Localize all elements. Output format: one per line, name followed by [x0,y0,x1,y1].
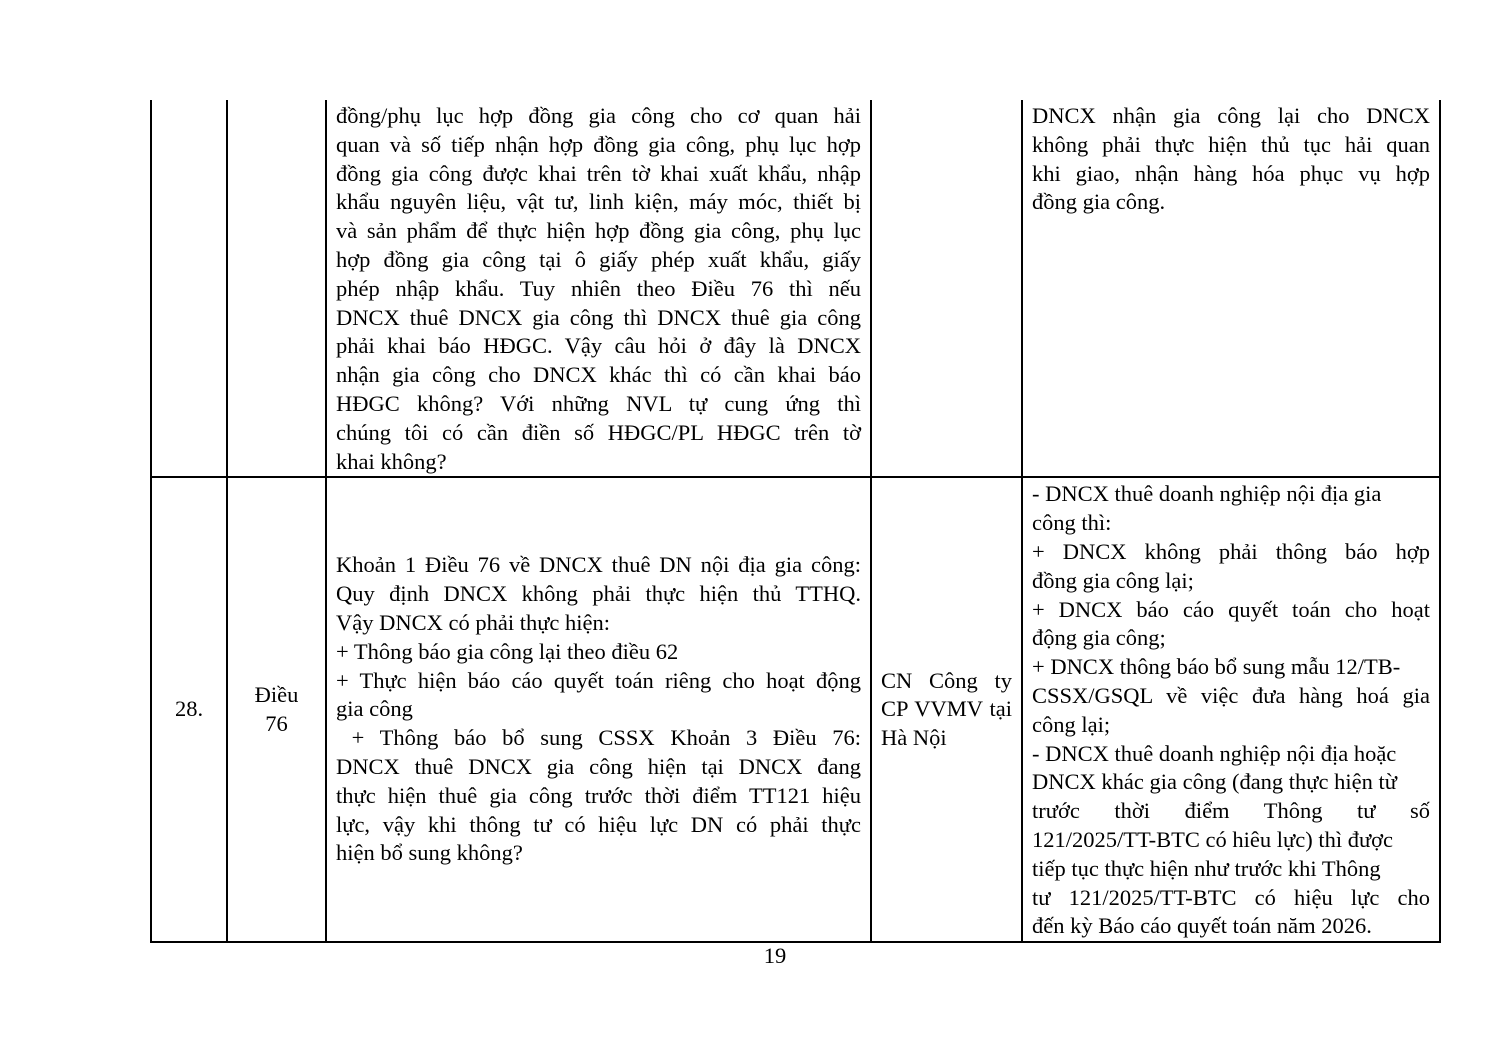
answer-line: đến kỳ Báo cáo quyết toán năm 2026. [1032,913,1372,939]
question-line: DNCX thuê DNCX gia công hiện tại DNCX đang [336,753,861,779]
answer-line: 121/2025/TT-BTC có hiêu lực) thì được [1032,826,1394,852]
question-line: lực, vậy khi thông tư có hiệu lực DN có phải thực [336,811,861,837]
answer-line: không phải thực hiện thủ tục hải quan [1032,131,1430,157]
question-line: chúng tôi có cần điền số HĐGC/PL HĐGC trên tờ [336,419,861,445]
cell-question [326,477,871,942]
cell-article [227,477,326,942]
cell-number [151,477,227,942]
question-line: đồng/phụ lục hợp đồng gia công cho cơ quan hải [336,103,861,128]
cell-answer [1022,100,1440,477]
question-line: quan và số tiếp nhận hợp đồng gia công, phụ lục hợp [336,131,861,157]
answer-line: công thì: [1032,510,1112,536]
consultation-table [150,100,1441,943]
answer-line: tư 121/2025/TT-BTC có hiệu lực cho [1032,884,1430,910]
question-line: Khoản 1 Điều 76 về DNCX thuê DN nội địa gia công: [336,552,861,578]
answer-line: + DNCX không phải thông báo hợp [1032,538,1430,564]
cell-answer [1022,477,1440,942]
answer-line: DNCX nhận gia công lại cho DNCX [1032,103,1430,128]
answer-line: động gia công; [1032,625,1166,651]
question-line: gia công [336,696,413,722]
question-line: Vậy DNCX có phải thực hiện: [336,609,611,635]
answer-line: + DNCX thông báo bổ sung mẫu 12/TB- [1032,654,1401,680]
answer-line: DNCX khác gia công (đang thực hiện từ [1032,769,1397,795]
cell-question [326,100,871,477]
answer-line: + DNCX báo cáo quyết toán cho hoạt [1032,596,1430,622]
question-line: hiện bổ sung không? [336,840,523,866]
answer-line: công lại; [1032,711,1111,737]
article-label: Điều [254,681,299,707]
page-number: 19 [763,943,787,968]
cell-article [227,100,326,477]
question-line: nhận gia công cho DNCX khác thì có cần khai báo [336,362,861,388]
answer-line: tiếp tục thực hiện như trước khi Thông [1032,855,1381,881]
question-line: đồng gia công được khai trên tờ khai xuất khẩu, nhập [336,160,861,186]
answer-line: đồng gia công. [1032,189,1166,215]
table-row-28 [151,477,1440,942]
question-line: DNCX thuê DNCX gia công thì DNCX thuê gia công [336,304,861,330]
row-number: 28. [174,696,204,722]
cell-organization [871,100,1022,477]
question-line: + Thông báo bổ sung CSSX Khoản 3 Điều 76: [336,725,861,751]
question-line: thực hiện thuê gia công trước thời điểm TT121 hiệu [336,782,861,808]
question-line: phải khai báo HĐGC. Vậy câu hỏi ở đây là DNCX [336,333,861,359]
cell-number [151,100,227,477]
answer-line: khi giao, nhận hàng hóa phục vụ hợp [1032,160,1430,186]
answer-line: CSSX/GSQL về việc đưa hàng hoá gia [1032,682,1430,708]
question-line: khai không? [336,448,447,474]
cell-organization [871,477,1022,942]
question-line: + Thông báo gia công lại theo điều 62 [336,638,679,664]
question-line: phép nhập khẩu. Tuy nhiên theo Điều 76 thì nếu [336,275,861,301]
question-line: Quy định DNCX không phải thực hiện thủ TTHQ. [336,581,861,607]
question-line: khẩu nguyên liệu, vật tư, linh kiện, máy móc, thiết bị [336,189,861,215]
answer-line: - DNCX thuê doanh nghiệp nội địa gia [1032,481,1382,507]
organization-name: CN Công ty CP VVMV tại Hà Nội [881,667,1012,751]
answer-line: đồng gia công lại; [1032,567,1194,593]
question-line: và sản phẩm để thực hiện hợp đồng gia công, phụ lục [336,218,861,244]
answer-line: trước thời điểm Thông tư số [1032,798,1430,824]
table-row-continuation [151,100,1440,477]
question-line: hợp đồng gia công tại ô giấy phép xuất khẩu, giấy [336,246,861,272]
question-line: + Thực hiện báo cáo quyết toán riêng cho hoạt động [336,667,861,693]
question-line: HĐGC không? Với những NVL tự cung ứng thì [336,390,861,416]
answer-line: - DNCX thuê doanh nghiệp nội địa hoặc [1032,740,1397,766]
article-number: 76 [265,710,288,736]
